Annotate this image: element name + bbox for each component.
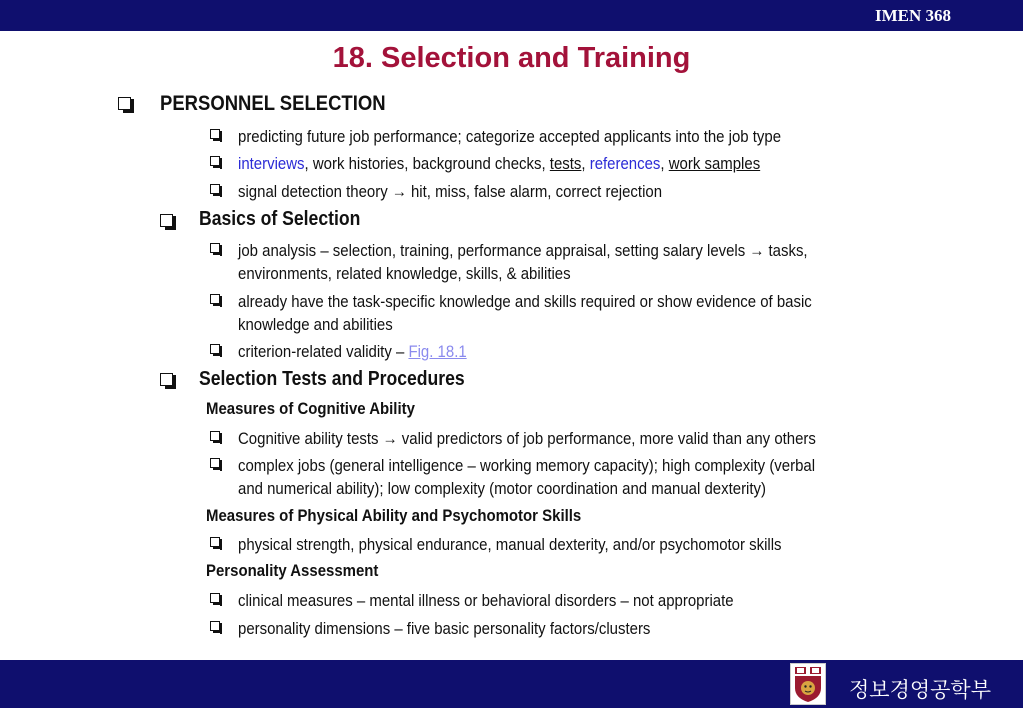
link-interviews[interactable]: interviews [238,154,305,173]
list-item: clinical measures – mental illness or behavioral disorders – not appropriate [238,591,734,610]
school-name: 정보경영공학부 [849,679,992,702]
list-item-continuation: knowledge and abilities [238,315,393,334]
checkbox-bullet-icon [160,373,173,386]
checkbox-bullet-icon [210,184,220,194]
checkbox-bullet-icon [210,129,220,139]
list-item: predicting future job performance; categorize accepted applicants into the job type [238,127,782,146]
list-item: criterion-related validity – Fig. 18.1 [238,342,467,361]
link-references[interactable]: references [589,154,661,173]
list-item: interviews, work histories, background checks, tests, references, work samples [238,154,761,173]
list-item: personality dimensions – five basic personality factors/clusters [238,619,651,638]
list-item: complex jobs (general intelligence – working memory capacity); high complexity (verbal [238,456,816,475]
checkbox-bullet-icon [160,214,173,227]
subheading-physical: Measures of Physical Ability and Psychomotor Skills [206,506,582,525]
list-item: physical strength, physical endurance, manual dexterity, and/or psychomotor skills [238,535,782,554]
course-code: IMEN 368 [874,6,951,25]
link-fig-18-1[interactable]: Fig. 18.1 [408,342,467,361]
list-item-continuation: and numerical ability); low complexity (motor coordination and manual dexterity) [238,479,766,498]
section-heading-basics: Basics of Selection [199,208,361,230]
list-item: already have the task-specific knowledge and skills required or show evidence of basic [238,292,812,311]
list-item: job analysis – selection, training, performance appraisal, setting salary levels → tasks, [238,241,808,260]
checkbox-bullet-icon [210,537,220,547]
list-item-continuation: environments, related knowledge, skills, & abilities [238,264,571,283]
university-crest-logo [790,663,826,705]
checkbox-bullet-icon [210,593,220,603]
checkbox-bullet-icon [210,294,220,304]
checkbox-bullet-icon [118,97,131,110]
subheading-cognitive: Measures of Cognitive Ability [206,399,415,418]
list-item: signal detection theory → hit, miss, false alarm, correct rejection [238,182,663,201]
checkbox-bullet-icon [210,344,220,354]
checkbox-bullet-icon [210,621,220,631]
checkbox-bullet-icon [210,156,220,166]
crest-icon [791,664,825,704]
section-heading-tests: Selection Tests and Procedures [199,368,465,390]
link-tests[interactable]: tests [549,154,582,173]
checkbox-bullet-icon [210,243,220,253]
checkbox-bullet-icon [210,458,220,468]
slide-title: 18. Selection and Training [332,42,691,74]
top-header-bar [0,0,1023,31]
list-item: Cognitive ability tests → valid predictors of job performance, more valid than any others [238,429,816,448]
checkbox-bullet-icon [210,431,220,441]
link-work-samples[interactable]: work samples [668,154,761,173]
section-heading-personnel-selection: PERSONNEL SELECTION [160,92,386,115]
subheading-personality: Personality Assessment [206,561,379,580]
